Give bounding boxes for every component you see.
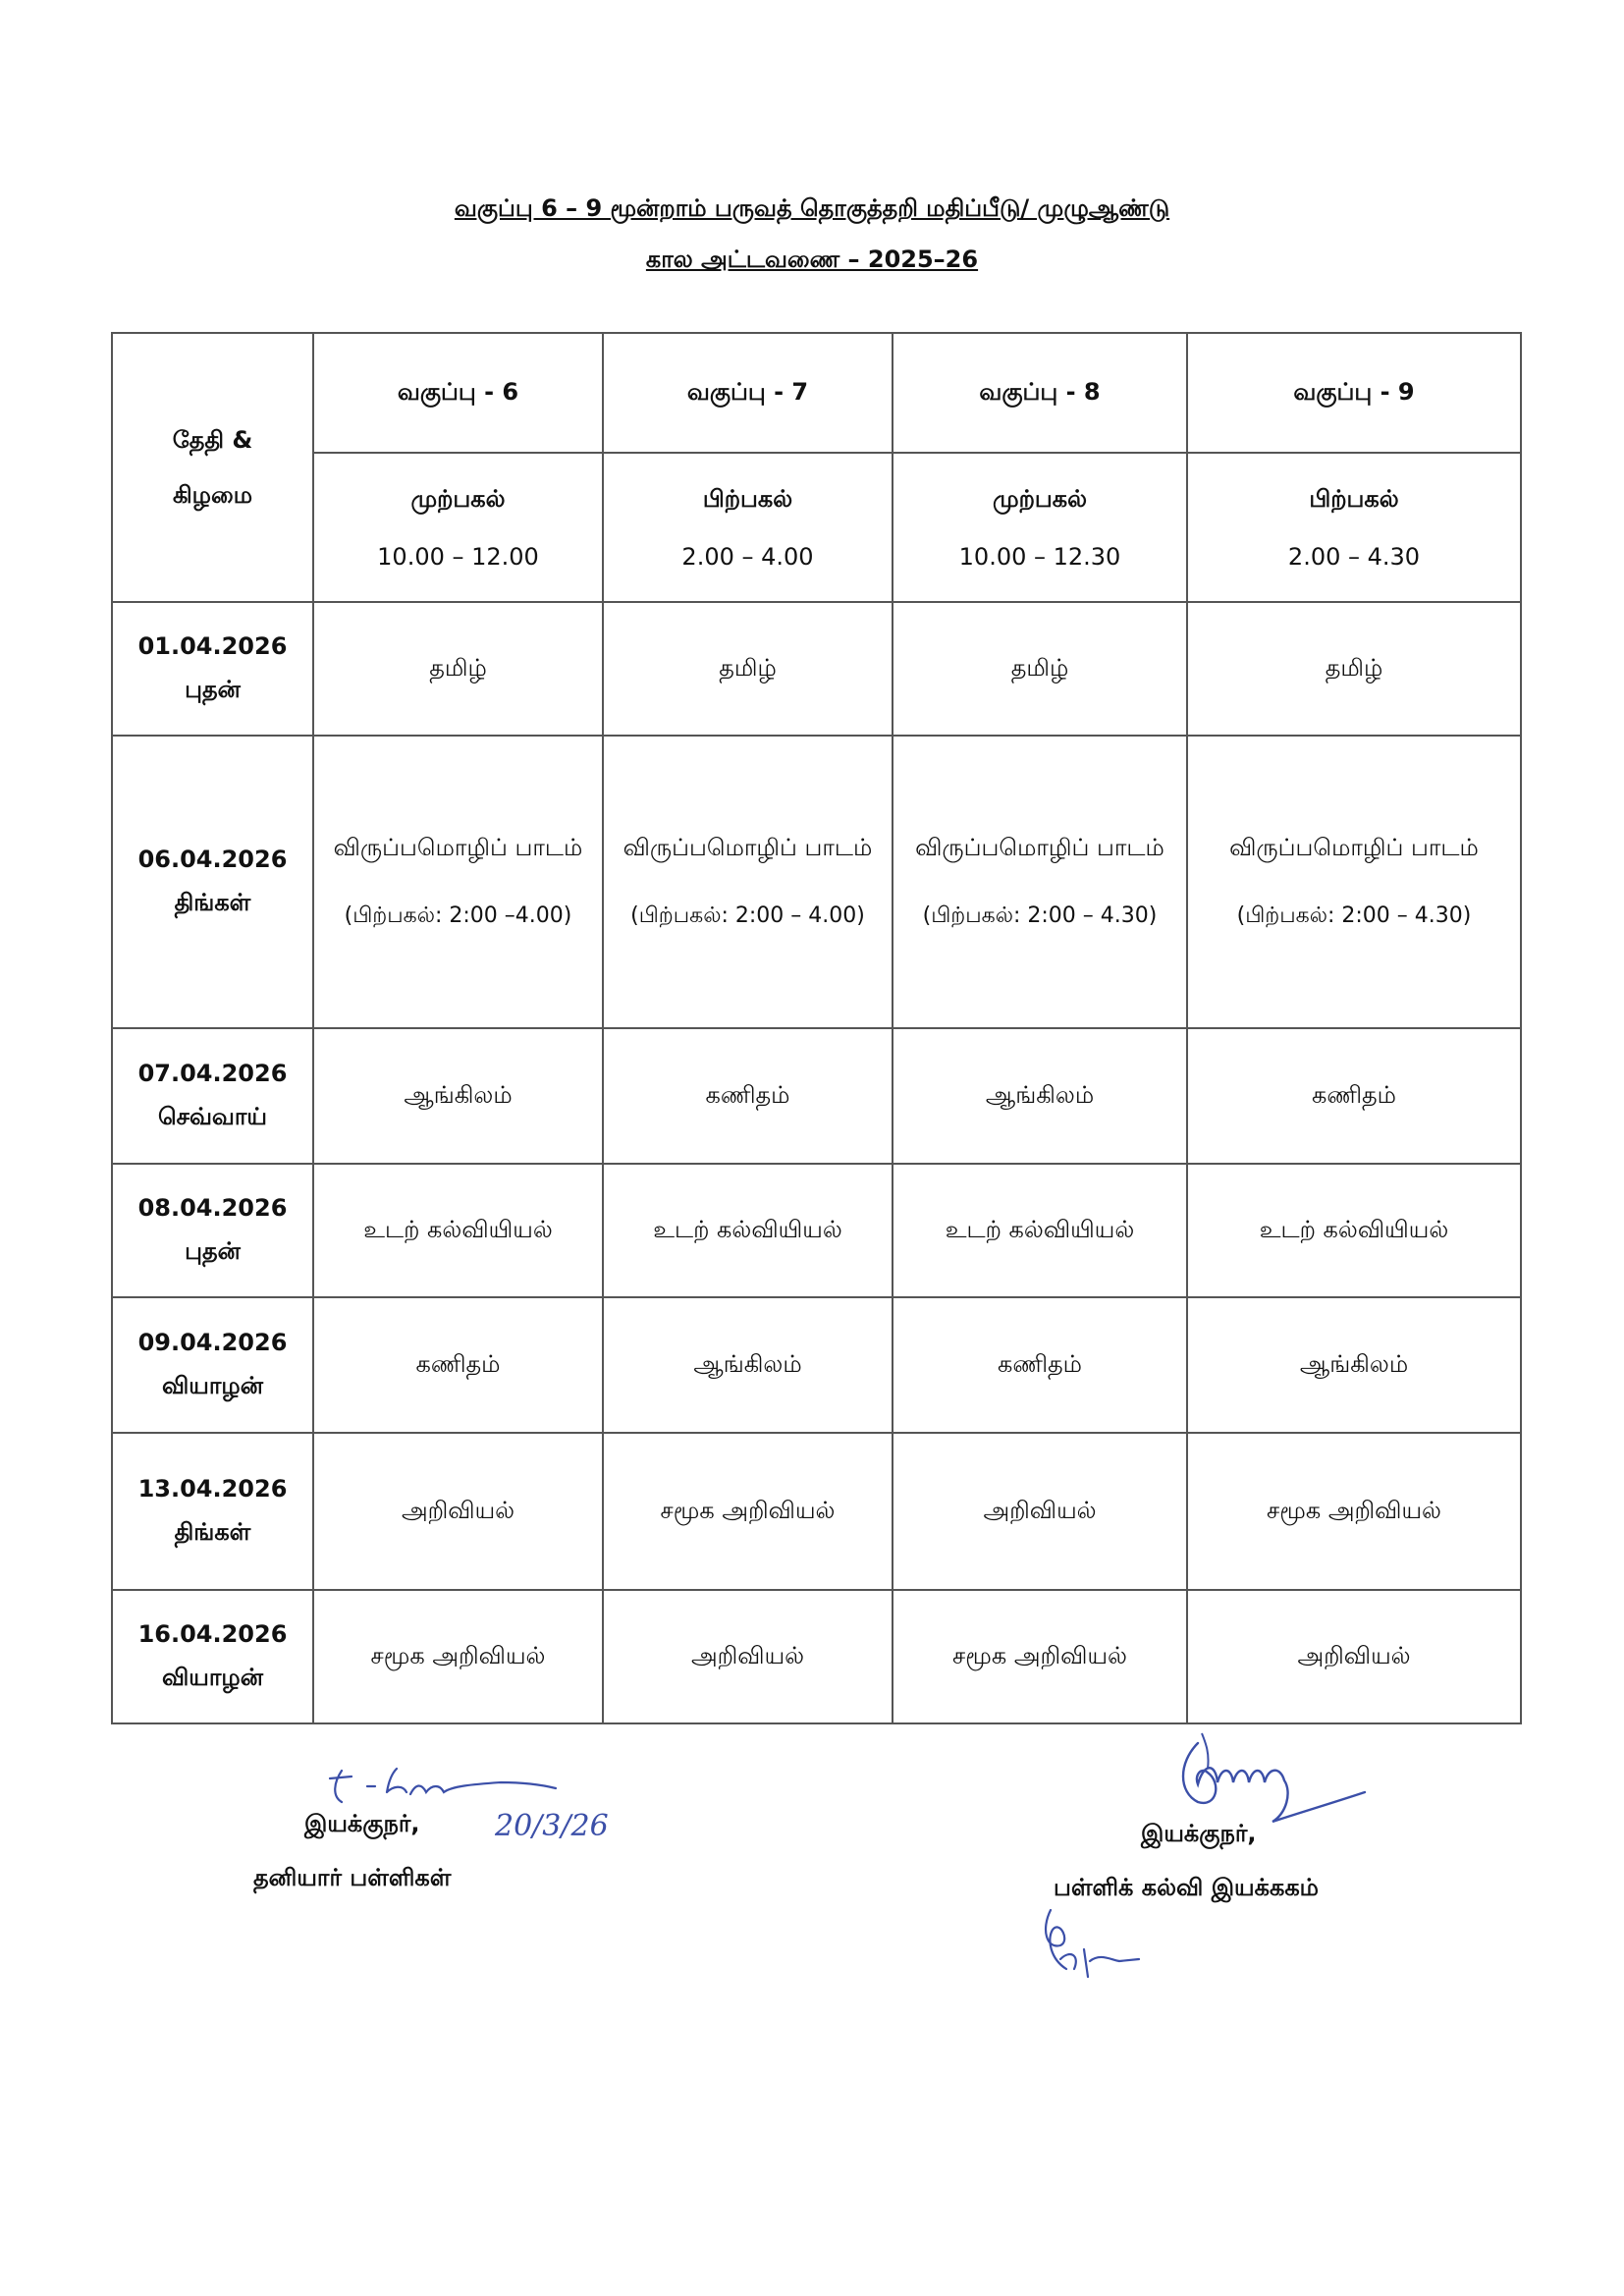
left-signatory-title: இயக்குநர், [304,1810,420,1837]
subject-cell: சமூக அறிவியல் [1187,1433,1521,1590]
date-cell [112,1433,313,1590]
exam-date: 07.04.2026 [137,1059,288,1087]
exam-date: 16.04.2026 [137,1619,288,1648]
class-header: வகுப்பு - 6 [313,333,603,453]
subject-name: விருப்பமொழிப் பாடம் [333,833,583,861]
subject-name: விருப்பமொழிப் பாடம் [915,833,1164,861]
date-cell [112,1590,313,1723]
document-subtitle: கால அட்டவணை – 2025–26 [645,246,979,273]
exam-date: 09.04.2026 [137,1328,288,1356]
subject-cell: உடற் கல்வியியல் [313,1164,603,1297]
time-note: (பிற்பகல்: 2:00 – 4.30) [922,902,1158,928]
date-day-header: தேதி & கிழமை [112,333,313,602]
date-cell [112,1028,313,1164]
subject-cell: சமூக அறிவியல் [603,1433,893,1590]
session-time: 10.00 – 12.30 [958,542,1121,571]
session-time: 2.00 – 4.00 [681,542,814,571]
subject-cell: கணிதம் [313,1297,603,1433]
subject-cell [603,736,893,1028]
subject-cell: அறிவியல் [1187,1590,1521,1723]
subject-cell: ஆங்கிலம் [1187,1297,1521,1433]
exam-day: திங்கள் [174,888,251,916]
exam-day: புதன் [185,1236,241,1265]
session-cell [603,453,893,602]
session-cell [313,453,603,602]
time-note: (பிற்பகல்: 2:00 – 4.30) [1236,902,1472,928]
svg-text:20/3/26: 20/3/26 [495,1809,609,1843]
subject-cell: சமூக அறிவியல் [313,1590,603,1723]
subject-cell [1187,736,1521,1028]
exam-day: புதன் [185,675,241,703]
subject-cell [313,736,603,1028]
exam-day: திங்கள் [174,1517,251,1546]
time-note: (பிற்பகல்: 2:00 – 4.00) [630,902,865,928]
right-initials [1031,1900,1159,1989]
session-cell [893,453,1187,602]
subject-cell: கணிதம் [1187,1028,1521,1164]
session-label: பிற்பகல் [1309,484,1399,513]
exam-date: 08.04.2026 [137,1193,288,1222]
subject-cell: தமிழ் [893,602,1187,736]
date-cell [112,602,313,736]
class-header: வகுப்பு - 8 [893,333,1187,453]
exam-day: வியாழன் [161,1371,263,1399]
exam-day: செவ்வாய் [157,1102,268,1130]
subject-cell: உடற் கல்வியியல் [893,1164,1187,1297]
session-cell [1187,453,1521,602]
class-header: வகுப்பு - 7 [603,333,893,453]
subject-cell: அறிவியல் [603,1590,893,1723]
right-signatory-org: பள்ளிக் கல்வி இயக்ககம் [1054,1874,1319,1901]
session-time: 2.00 – 4.30 [1287,542,1421,571]
subject-name: விருப்பமொழிப் பாடம் [1229,833,1479,861]
document-title: வகுப்பு 6 – 9 மூன்றாம் பருவத் தொகுத்தறி மதிப்பீடு/ முழுஆண்டு [454,194,1170,222]
exam-date: 06.04.2026 [137,845,288,873]
subject-cell: அறிவியல் [313,1433,603,1590]
left-signature-date [491,1802,628,1845]
exam-date: 01.04.2026 [137,631,288,660]
subject-cell: சமூக அறிவியல் [893,1590,1187,1723]
session-label: முற்பகல் [410,484,506,513]
right-signature [1159,1723,1384,1831]
subject-cell: ஆங்கிலம் [313,1028,603,1164]
subject-name: விருப்பமொழிப் பாடம் [623,833,873,861]
subject-cell: தமிழ் [313,602,603,736]
right-signatory-title: இயக்குநர், [1141,1820,1257,1847]
date-cell [112,1297,313,1433]
exam-date: 13.04.2026 [137,1474,288,1503]
subject-cell: ஆங்கிலம் [893,1028,1187,1164]
session-label: முற்பகல் [992,484,1088,513]
time-note: (பிற்பகல்: 2:00 –4.00) [344,902,572,928]
session-time: 10.00 – 12.00 [377,542,539,571]
session-label: பிற்பகல் [702,484,793,513]
subject-cell: தமிழ் [603,602,893,736]
subject-cell: கணிதம் [603,1028,893,1164]
subject-cell: தமிழ் [1187,602,1521,736]
subject-cell [893,736,1187,1028]
subject-cell: உடற் கல்வியியல் [603,1164,893,1297]
exam-day: வியாழன் [161,1663,263,1691]
class-header: வகுப்பு - 9 [1187,333,1521,453]
left-signatory-org: தனியார் பள்ளிகள் [253,1864,452,1891]
timetable [111,332,1522,1724]
date-cell [112,1164,313,1297]
subject-cell: ஆங்கிலம் [603,1297,893,1433]
subject-cell: உடற் கல்வியியல் [1187,1164,1521,1297]
subject-cell: கணிதம் [893,1297,1187,1433]
subject-cell: அறிவியல் [893,1433,1187,1590]
date-cell [112,736,313,1028]
